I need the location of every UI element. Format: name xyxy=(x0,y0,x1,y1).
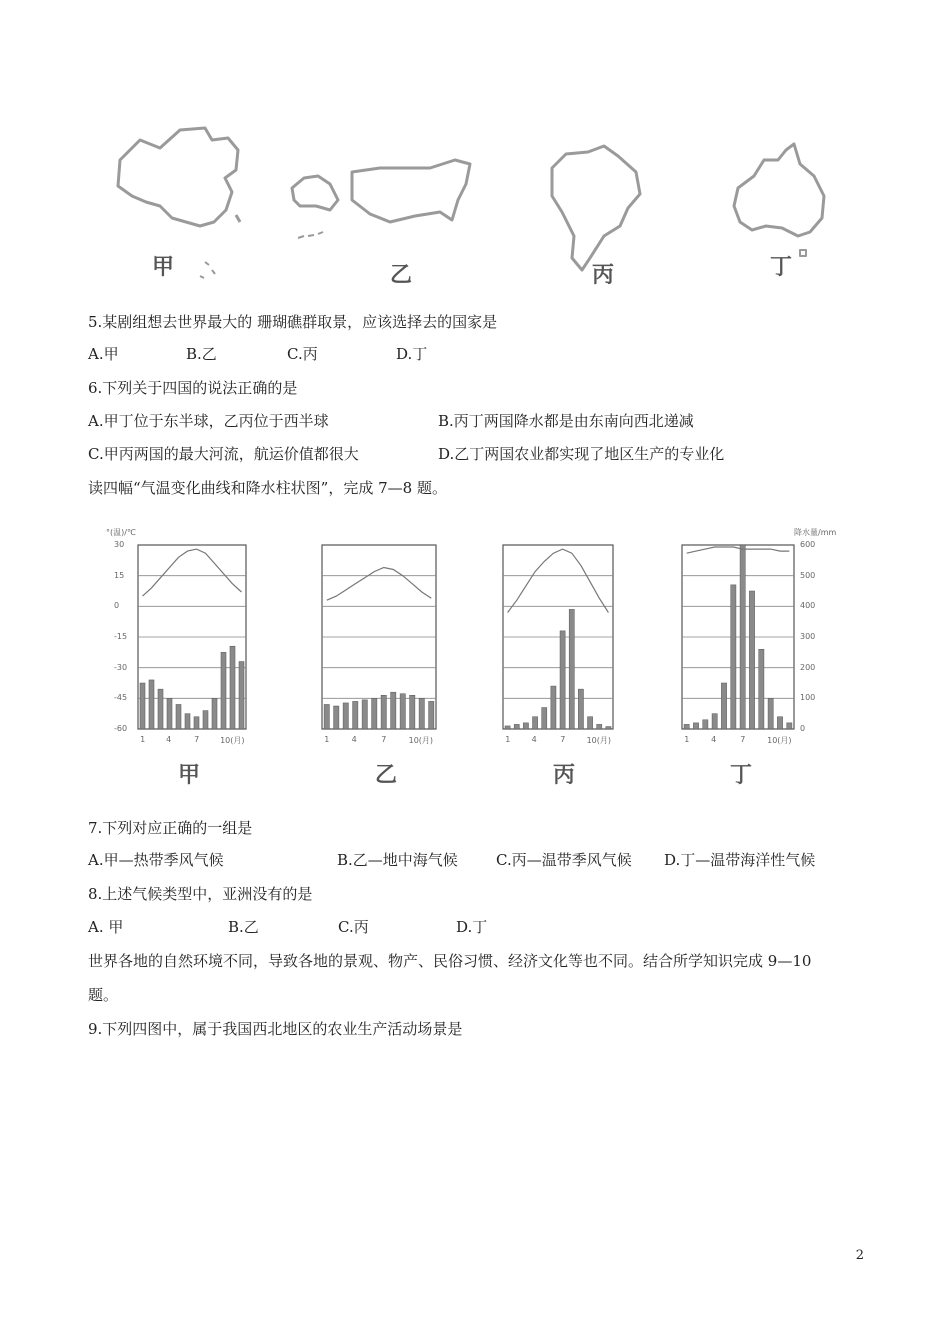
temperature-line xyxy=(508,549,609,612)
precip-bar xyxy=(551,686,556,729)
precip-bar xyxy=(731,585,736,729)
precip-bar xyxy=(523,723,528,729)
precip-bar xyxy=(239,662,244,729)
precip-bar xyxy=(759,649,764,729)
precip-bar xyxy=(429,701,434,729)
question-9-stem: 9.下列四图中，属于我国西北地区的农业生产活动场景是 xyxy=(88,1020,463,1038)
temperature-line xyxy=(687,547,790,553)
question-5-stem: 5.某剧组想去世界最大的 珊瑚礁群取景，应该选择去的国家是 xyxy=(88,313,498,331)
x-tick-label: 1 xyxy=(505,735,511,744)
left-tick-label: 30 xyxy=(114,540,125,549)
precip-bar xyxy=(693,723,698,729)
left-tick-label: 0 xyxy=(114,601,120,611)
precip-bar xyxy=(749,591,754,729)
precip-bar xyxy=(381,695,386,729)
chart-label-ding: 丁 xyxy=(730,762,753,788)
right-tick-label: 500 xyxy=(800,570,816,580)
precip-bar xyxy=(703,720,708,729)
q7-option-b: B.乙—地中海气候 xyxy=(337,851,458,869)
right-tick-label: 400 xyxy=(800,601,816,611)
question-8-stem: 8.上述气候类型中，亚洲没有的是 xyxy=(88,885,313,903)
x-tick-label: 1 xyxy=(324,735,330,744)
q5-option-c: C.丙 xyxy=(287,345,318,363)
q7-option-a: A.甲—热带季风气候 xyxy=(88,851,224,869)
x-tick-label: 4 xyxy=(711,735,717,744)
precip-bar xyxy=(221,652,226,729)
chart-label-yi: 乙 xyxy=(375,762,398,788)
q8-option-d: D.丁 xyxy=(456,918,488,936)
map-label-jia: 甲 xyxy=(152,254,175,280)
q5-option-a: A.甲 xyxy=(88,345,119,363)
left-tick-label: -30 xyxy=(114,662,128,672)
q6-option-b: B.丙丁两国降水都是由东南向西北递减 xyxy=(438,412,694,430)
precip-bar xyxy=(212,698,217,729)
precip-bar xyxy=(334,706,339,729)
q5-option-d: D.丁 xyxy=(396,345,428,363)
x-tick-label: 4 xyxy=(351,735,357,744)
q6-option-a: A.甲丁位于东半球，乙丙位于西半球 xyxy=(88,412,329,430)
q8-option-c: C.丙 xyxy=(338,918,369,936)
q8-option-a: A. 甲 xyxy=(88,918,124,936)
precip-bar xyxy=(740,545,745,729)
q8-option-b: B.乙 xyxy=(228,918,259,936)
x-tick-label: 7 xyxy=(560,735,566,744)
precip-bar xyxy=(419,698,424,729)
precip-bar xyxy=(176,704,181,729)
precip-bar xyxy=(712,714,717,729)
x-tick-label: 7 xyxy=(194,735,200,744)
precip-bar xyxy=(578,689,583,729)
intro-9-10-line2: 题。 xyxy=(88,986,119,1004)
precip-bar xyxy=(400,694,405,729)
precip-bar xyxy=(560,631,565,729)
left-tick-label: 15 xyxy=(114,570,125,580)
precip-bar xyxy=(768,698,773,729)
precip-bar xyxy=(158,689,163,729)
x-tick-label: 10(月) xyxy=(220,736,245,745)
intro-7-8: 读四幅“气温变化曲线和降水柱状图”，完成 7—8 题。 xyxy=(88,479,447,497)
right-tick-label: 100 xyxy=(800,693,816,703)
precip-bar xyxy=(140,683,145,729)
precip-bar xyxy=(194,717,199,729)
precip-bar xyxy=(597,724,602,729)
q5-option-b: B.乙 xyxy=(186,345,217,363)
precip-bar xyxy=(230,646,235,729)
precip-bar xyxy=(391,692,396,729)
q7-option-c: C.丙—温带季风气候 xyxy=(496,851,632,869)
precip-bar xyxy=(410,695,415,729)
precip-bar xyxy=(372,698,377,729)
page-number: 2 xyxy=(855,1248,864,1263)
right-tick-label: 0 xyxy=(800,724,806,733)
precip-bar xyxy=(149,680,154,729)
intro-9-10-line1: 世界各地的自然环境不同，导致各地的景观、物产、民俗习惯、经济文化等也不同。结合所学知识完成 9—10 xyxy=(88,952,812,970)
precip-bar xyxy=(777,717,782,729)
precip-bar xyxy=(167,698,172,729)
x-tick-label: 7 xyxy=(381,735,387,744)
q7-option-d: D.丁—温带海洋性气候 xyxy=(664,851,816,869)
x-tick-label: 1 xyxy=(684,735,690,744)
question-6-stem: 6.下列关于四国的说法正确的是 xyxy=(88,379,298,397)
precip-bar xyxy=(721,683,726,729)
precip-bar xyxy=(569,609,574,729)
precip-bar xyxy=(353,701,358,729)
map-label-ding: 丁 xyxy=(770,254,793,280)
precip-bar xyxy=(787,723,792,729)
temperature-line xyxy=(143,549,242,596)
right-tick-label: 600 xyxy=(800,540,816,549)
chart-label-bing: 丙 xyxy=(553,762,576,788)
x-tick-label: 1 xyxy=(140,735,146,744)
left-tick-label: -60 xyxy=(114,724,128,733)
precip-bar xyxy=(514,724,519,729)
x-tick-label: 10(月) xyxy=(767,736,792,745)
precip-bar xyxy=(606,727,611,729)
right-unit-label: 降水量/mm xyxy=(794,528,837,537)
left-tick-label: -15 xyxy=(114,632,128,641)
precip-bar xyxy=(343,703,348,729)
precip-bar xyxy=(324,704,329,729)
q6-option-d: D.乙丁两国农业都实现了地区生产的专业化 xyxy=(438,445,725,463)
precip-bar xyxy=(185,714,190,729)
x-tick-label: 4 xyxy=(166,735,172,744)
precip-bar xyxy=(203,711,208,729)
x-tick-label: 10(月) xyxy=(408,736,434,745)
chart-label-jia: 甲 xyxy=(178,762,201,788)
q6-option-c: C.甲丙两国的最大河流，航运价值都很大 xyxy=(88,445,359,463)
temperature-line xyxy=(327,568,432,601)
map-label-bing: 丙 xyxy=(592,262,615,288)
precip-bar xyxy=(684,724,689,729)
right-tick-label: 300 xyxy=(800,632,816,641)
left-tick-label: -45 xyxy=(114,693,128,703)
precip-bar xyxy=(505,726,510,729)
precip-bar xyxy=(533,717,538,729)
question-7-stem: 7.下列对应正确的一组是 xyxy=(88,819,253,837)
precip-bar xyxy=(588,717,593,729)
left-unit-label: °(温)/℃ xyxy=(106,528,136,537)
x-tick-label: 4 xyxy=(531,735,537,744)
right-tick-label: 200 xyxy=(800,662,816,672)
precip-bar xyxy=(542,708,547,729)
map-label-yi: 乙 xyxy=(390,262,413,288)
x-tick-label: 7 xyxy=(740,735,746,744)
precip-bar xyxy=(362,700,367,729)
x-tick-label: 10(月) xyxy=(586,736,612,745)
